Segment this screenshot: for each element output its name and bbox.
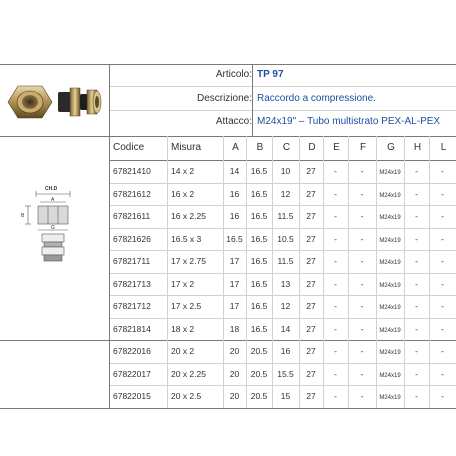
cell-l: -	[441, 166, 444, 176]
cell-g: M24x19	[379, 327, 401, 334]
cell-e: -	[334, 256, 337, 266]
cell-e: -	[334, 211, 337, 221]
cell-l: -	[441, 323, 444, 334]
cell-b: 16.5	[250, 323, 268, 334]
column-header-l: L	[440, 142, 447, 153]
rule	[109, 86, 456, 87]
cell-c: 10	[280, 166, 291, 176]
cell-misura: 20 x 2.25	[171, 368, 206, 379]
cell-l: -	[441, 368, 444, 379]
cell-d: 27	[306, 391, 316, 401]
rule	[0, 340, 456, 341]
column-header-f: F	[359, 142, 367, 153]
cell-e: -	[334, 301, 337, 311]
cell-g: M24x19	[379, 372, 401, 379]
cell-c: 11.5	[277, 256, 294, 266]
rule	[348, 136, 349, 408]
cell-a: 20	[229, 368, 240, 379]
cell-codice: 67821711	[113, 256, 151, 266]
cell-f: -	[360, 368, 364, 379]
cell-misura: 17 x 2	[171, 278, 195, 289]
cell-f: -	[360, 188, 364, 199]
cell-h: -	[415, 391, 418, 401]
cell-a: 17	[229, 278, 240, 289]
cell-h: -	[415, 188, 418, 199]
cell-misura: 16 x 2	[171, 188, 195, 199]
cell-g: M24x19	[379, 237, 401, 244]
cell-c: 15	[280, 391, 291, 401]
cell-d: 27	[306, 346, 316, 356]
cell-h: -	[415, 211, 418, 221]
cell-g: M24x19	[379, 170, 401, 176]
cell-misura: 16 x 2.25	[171, 211, 206, 221]
cell-l: -	[441, 301, 444, 311]
cell-e: -	[334, 368, 337, 379]
fitting-photo	[0, 64, 109, 136]
rule	[109, 110, 456, 111]
cell-c: 13	[280, 278, 291, 289]
cell-g: M24x19	[379, 350, 401, 356]
cell-f: -	[360, 233, 364, 244]
cell-d: 27	[306, 323, 316, 334]
cell-c: 14	[280, 323, 291, 334]
rule	[109, 136, 110, 408]
cell-h: -	[415, 346, 418, 356]
cell-codice: 67821611	[113, 211, 151, 221]
rule	[246, 136, 247, 408]
cell-codice: 67821612	[113, 188, 151, 199]
cell-codice: 67822015	[113, 391, 151, 401]
cell-b: 16.5	[250, 256, 268, 266]
product-header	[0, 64, 456, 136]
descrizione-value: Raccordo a compressione.	[257, 93, 376, 104]
cell-e: -	[334, 323, 337, 334]
descrizione-label: Descrizione:	[196, 93, 252, 104]
cell-d: 27	[306, 256, 316, 266]
articolo-label: Articolo:	[215, 69, 252, 80]
cell-c: 15.5	[277, 368, 294, 379]
cell-a: 20	[229, 391, 240, 401]
cell-misura: 20 x 2	[171, 346, 195, 356]
cell-a: 17	[229, 256, 240, 266]
cell-l: -	[441, 278, 444, 289]
cell-d: 27	[306, 278, 316, 289]
rule	[404, 136, 405, 408]
cell-b: 20.5	[250, 391, 268, 401]
cell-a: 16	[229, 211, 240, 221]
cell-misura: 16.5 x 3	[171, 233, 202, 244]
cell-g: M24x19	[379, 395, 401, 401]
cell-f: -	[360, 391, 364, 401]
cell-g: M24x19	[379, 215, 401, 221]
cell-h: -	[415, 166, 418, 176]
rule	[429, 136, 430, 408]
rule	[0, 64, 456, 65]
column-header-c: C	[282, 142, 291, 153]
cell-c: 11.5	[277, 211, 294, 221]
product-sheet	[0, 64, 456, 401]
cell-f: -	[360, 256, 364, 266]
cell-h: -	[415, 278, 418, 289]
cell-h: -	[415, 368, 418, 379]
cell-codice: 67822016	[113, 346, 151, 356]
cell-e: -	[334, 233, 337, 244]
cell-b: 16.5	[250, 233, 268, 244]
rule	[376, 136, 377, 408]
cell-c: 16	[280, 346, 291, 356]
cell-h: -	[415, 301, 418, 311]
cell-a: 16	[229, 188, 240, 199]
rule	[323, 136, 324, 408]
cell-f: -	[360, 346, 364, 356]
cell-g: M24x19	[379, 305, 401, 311]
rule	[109, 64, 110, 136]
cell-h: -	[415, 233, 418, 244]
cell-a: 18	[229, 323, 240, 334]
cell-g: M24x19	[379, 282, 401, 289]
cell-a: 14	[229, 166, 240, 176]
attacco-value: M24x19" – Tubo multistrato PEX-AL-PEX	[257, 116, 441, 127]
column-header-g: G	[387, 142, 395, 153]
cell-codice: 67821626	[113, 233, 151, 244]
cell-c: 12	[280, 301, 291, 311]
cell-b: 16.5	[250, 301, 268, 311]
column-header-d: D	[308, 142, 316, 153]
attacco-label: Attacco:	[215, 116, 252, 127]
cell-codice: 67821814	[113, 323, 151, 334]
cell-l: -	[441, 391, 444, 401]
cell-l: -	[441, 211, 444, 221]
cell-f: -	[360, 278, 364, 289]
cell-e: -	[334, 166, 337, 176]
cell-codice: 67821410	[113, 166, 151, 176]
cell-e: -	[334, 346, 337, 356]
cell-d: 27	[306, 233, 316, 244]
cell-e: -	[334, 188, 337, 199]
cell-l: -	[441, 346, 444, 356]
cell-e: -	[334, 278, 337, 289]
cell-codice: 67821713	[113, 278, 151, 289]
cell-c: 10.5	[277, 233, 294, 244]
rule	[167, 136, 168, 408]
column-header-misura: Misura	[171, 142, 202, 153]
rule	[272, 136, 273, 408]
cell-d: 27	[306, 188, 316, 199]
cell-misura: 17 x 2.75	[171, 256, 206, 266]
cell-a: 17	[229, 301, 240, 311]
cell-misura: 17 x 2.5	[171, 301, 202, 311]
cell-f: -	[360, 211, 364, 221]
cell-f: -	[360, 323, 364, 334]
cell-codice: 67822017	[113, 368, 151, 379]
cell-g: M24x19	[379, 260, 401, 266]
cell-l: -	[441, 256, 444, 266]
rule	[252, 64, 253, 136]
cell-h: -	[415, 323, 418, 334]
cell-b: 16.5	[250, 211, 268, 221]
cell-b: 20.5	[250, 368, 268, 379]
cell-d: 27	[306, 301, 316, 311]
cell-e: -	[334, 391, 337, 401]
cell-h: -	[415, 256, 418, 266]
rule	[0, 408, 456, 409]
rule	[299, 136, 300, 408]
cell-a: 20	[229, 346, 240, 356]
rule	[0, 136, 456, 137]
dim-label-ch: CH.D	[45, 186, 58, 192]
cell-b: 20.5	[250, 346, 268, 356]
cell-misura: 14 x 2	[171, 166, 195, 176]
cell-d: 27	[306, 368, 316, 379]
dim-label-a: A	[51, 197, 55, 203]
dim-label-g: G	[51, 225, 55, 231]
cell-b: 16.5	[250, 166, 268, 176]
cell-l: -	[441, 233, 444, 244]
dim-label-b: B	[21, 213, 25, 219]
cell-a: 16.5	[226, 233, 243, 244]
cell-f: -	[360, 166, 364, 176]
cell-d: 27	[306, 211, 316, 221]
cell-misura: 18 x 2	[171, 323, 195, 334]
column-header-h: H	[413, 142, 422, 153]
cell-g: M24x19	[379, 192, 401, 199]
cell-l: -	[441, 188, 444, 199]
cell-f: -	[360, 301, 364, 311]
column-header-b: B	[256, 142, 264, 153]
cell-b: 16.5	[250, 278, 268, 289]
cell-misura: 20 x 2.5	[171, 391, 202, 401]
rule	[223, 136, 224, 408]
articolo-value: TP 97	[257, 69, 284, 80]
column-header-e: E	[333, 142, 340, 153]
fitting-drawing	[20, 182, 90, 274]
cell-d: 27	[306, 166, 316, 176]
cell-c: 12	[280, 188, 291, 199]
cell-b: 16.5	[250, 188, 268, 199]
column-header-codice: Codice	[113, 142, 145, 153]
column-header-a: A	[232, 142, 239, 153]
cell-codice: 67821712	[113, 301, 151, 311]
